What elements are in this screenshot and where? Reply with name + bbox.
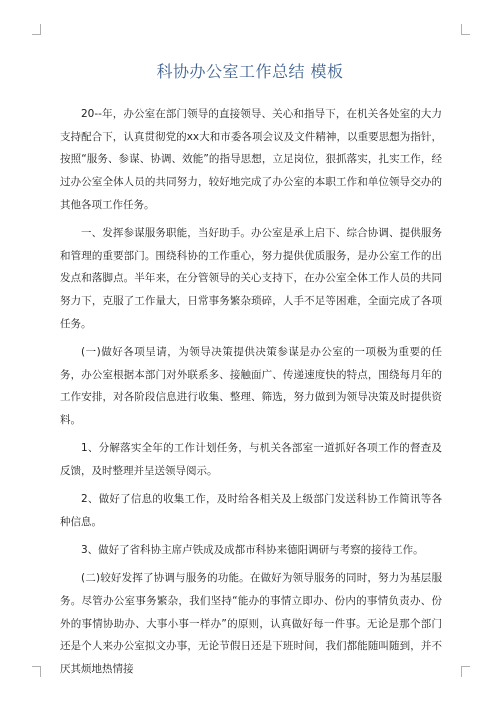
paragraph-item-3: 3、做好了省科协主席卢铁成及成都市科协来德阳调研与考察的接待工作。 <box>81 544 424 557</box>
crop-mark-top-left <box>32 24 41 35</box>
paragraph-section-1: 一、发挥参谋服务职能，当好助手。办公室是承上启下、综合协调、提供服务和管理的重要部门。围绕科协的工作重心，努力提供优质服务，是办公室工作的出发点和落脚点。半年来，在分管领导的关心支持下，在办公室全体工作人员的共同努力下，克服了工作量大，日常事务繁杂琐碎，人手不足等困难，全面完成了各项任务。 <box>60 227 442 330</box>
paragraph-subsection-1: (一)做好各项呈请，为领导决策提供决策参谋是办公室的一项极为重要的任务，办公室根据本部门对外联系多、接触面广、传递速度快的特点，围绕每月年的工作安排，对各阶段信息进行收集、整理、筛选，努力做到为领导决策及时提供资料。 <box>60 346 442 427</box>
paragraph-subsection-2: (二)较好发挥了协调与服务的功能。在做好为领导服务的同时，努力为基层服务。尽管办公室事务繁杂，我们坚持“能办的事情立即办、份内的事情负责办、份外的事情协助办、大事小事一样办”的原则，认真做好每一件事。无论是那个部门还是个人来办公室拟文办事，无论节假日还是下班时间，我们都能随叫随到，并不厌其烦地热情接 <box>60 572 442 676</box>
crop-mark-top-right <box>461 24 470 35</box>
document-title: 科协办公室工作总结 模板 <box>156 62 344 81</box>
crop-mark-bottom-left <box>32 666 41 677</box>
crop-mark-bottom-right <box>461 666 470 677</box>
document-body <box>60 103 442 686</box>
paragraph-item-1: 1、分解落实全年的工作计划任务，与机关各部室一道抓好各项工作的督查及反馈，及时整理并呈送领导阅示。 <box>60 442 442 478</box>
paragraph-item-2: 2、做好了信息的收集工作，及时给各相关及上级部门发送科协工作简讯等各种信息。 <box>60 493 442 528</box>
paragraph-intro: 20--年，办公室在部门领导的直接领导、关心和指导下，在机关各处室的大力支持配合下，认真贯彻党的xx大和市委各项会议及文件精神，以重要思想为指针，按照“服务、参谋、协调、效能”的指导思想，立足岗位，狠抓落实，扎实工作，经过办公室全体人员的共同努力，较好地完成了办公室的本职工作和单位领导交办的其他各项工作任务。 <box>60 108 442 211</box>
